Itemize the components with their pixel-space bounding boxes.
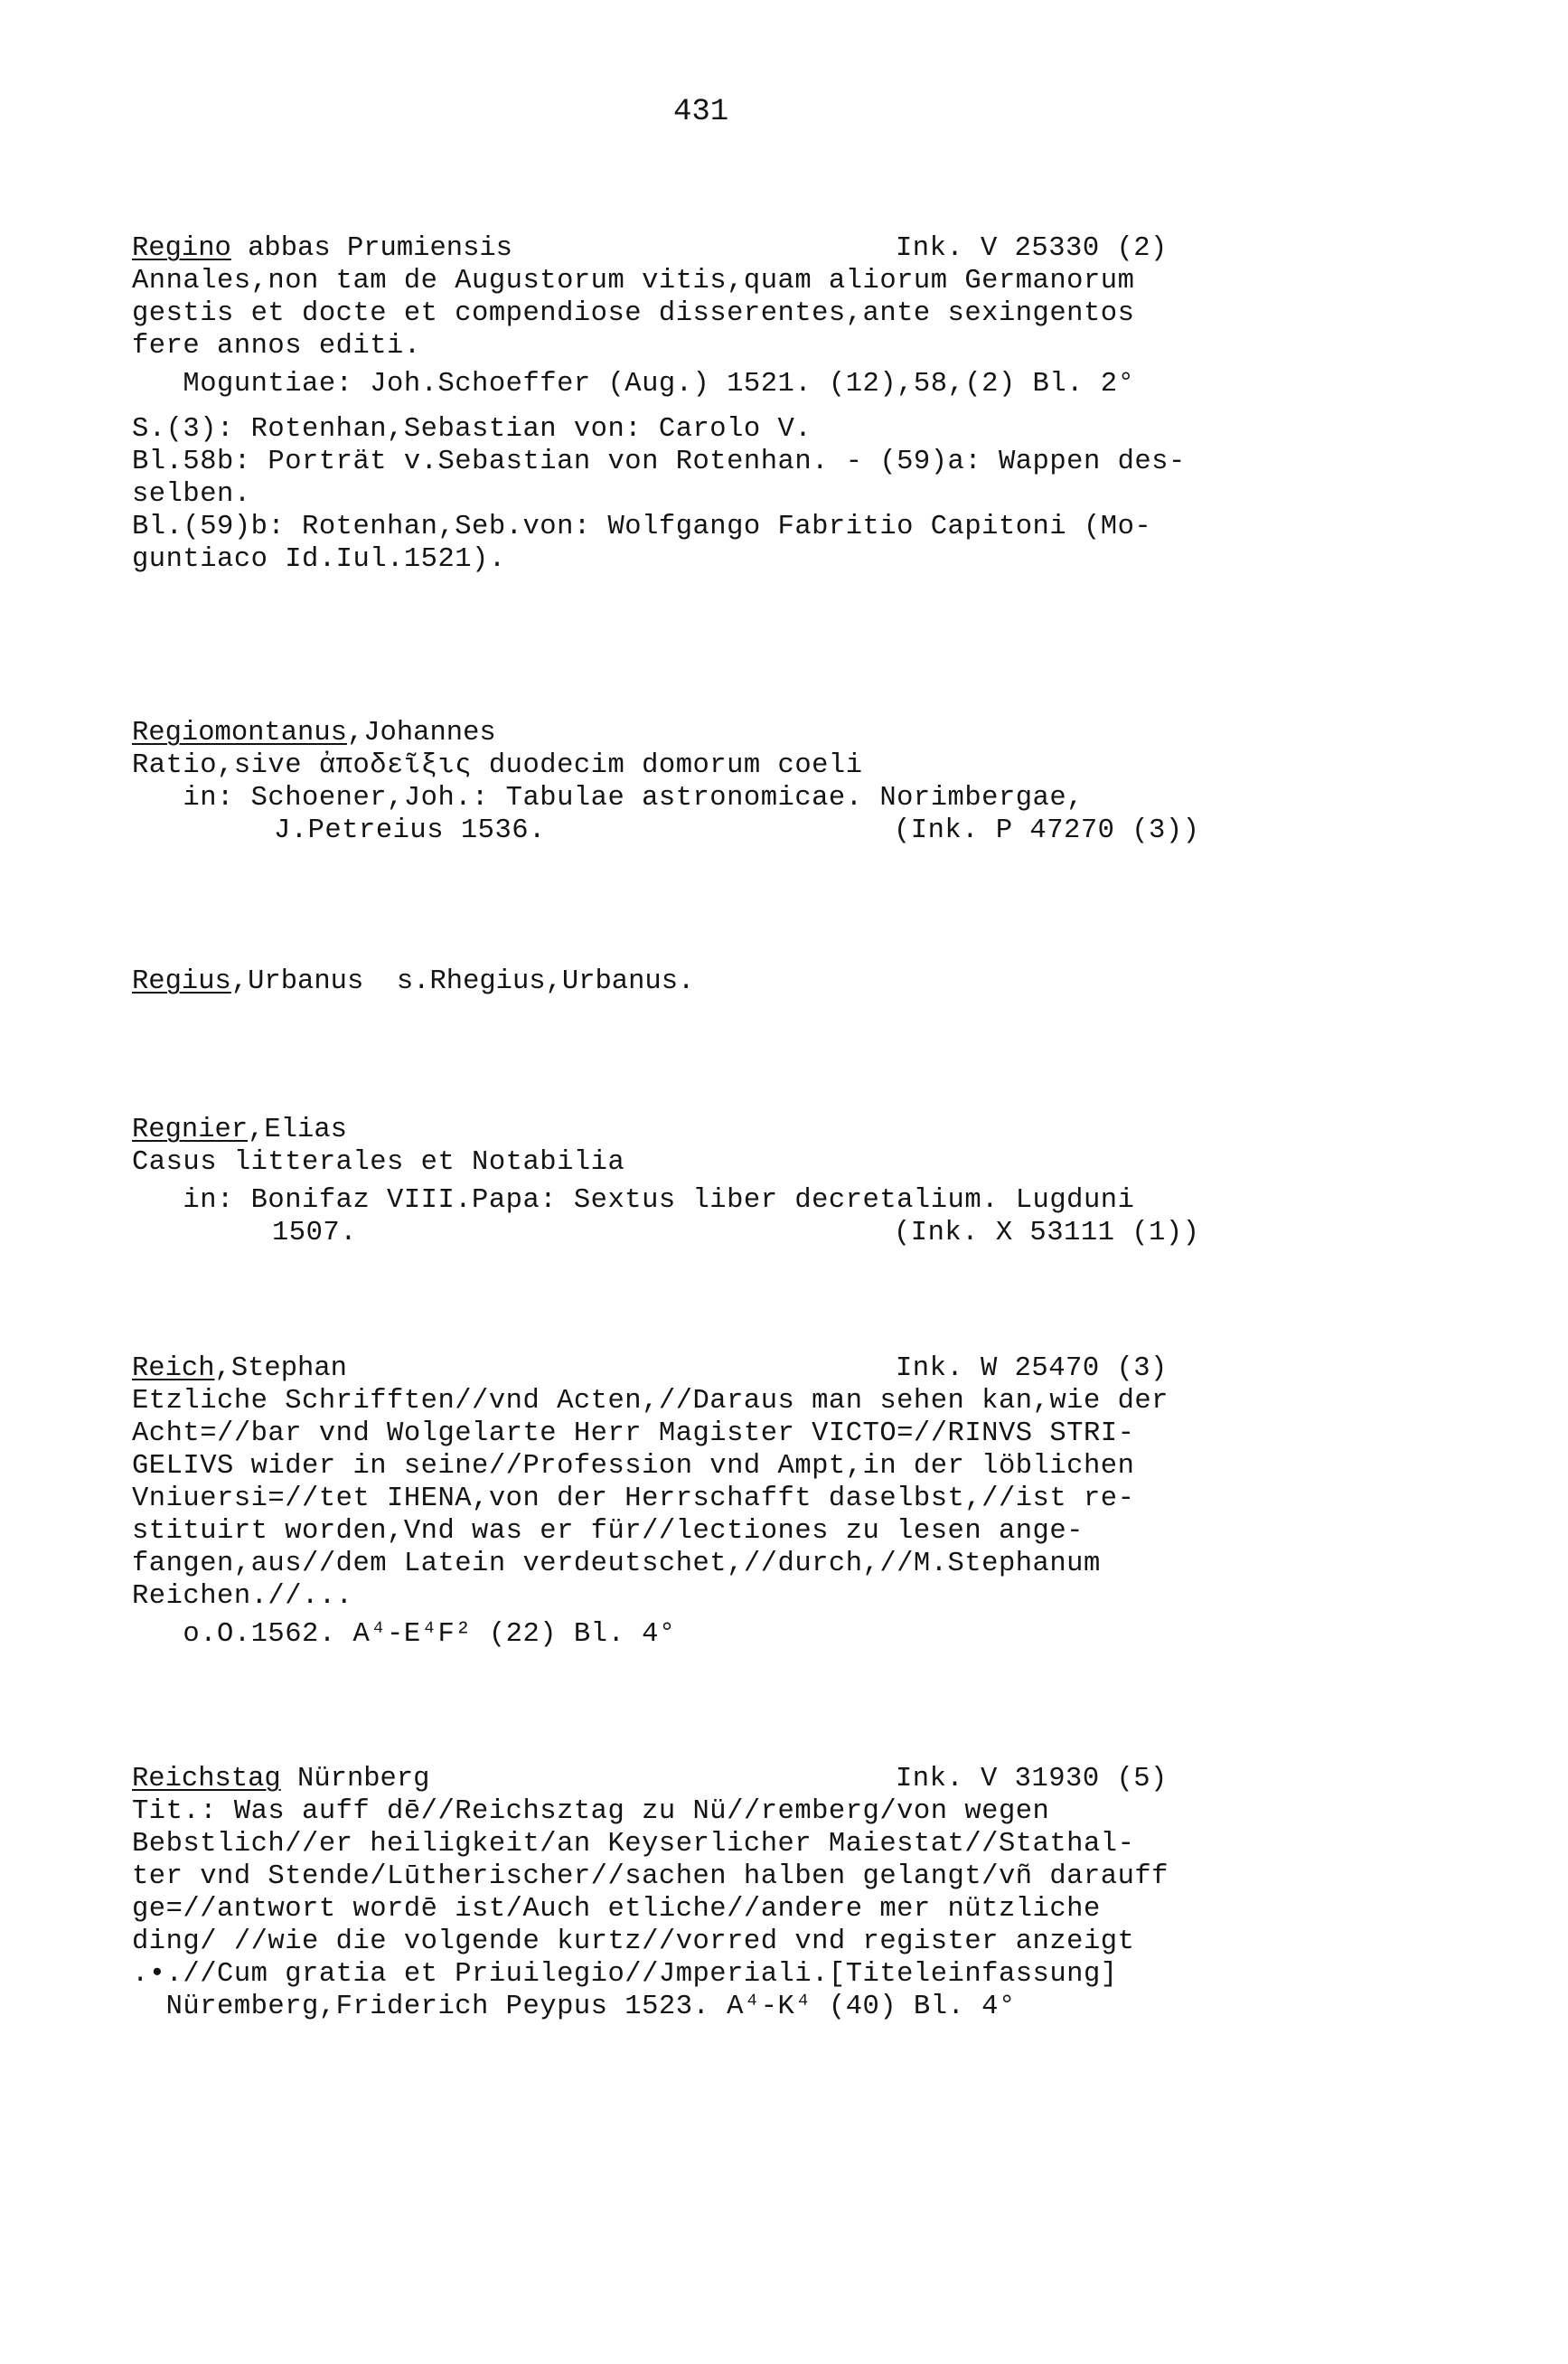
entry-line: stituirt worden,Vnd was er für//lectiones zu lesen ange- bbox=[132, 1516, 1084, 1547]
entry-line: Annales,non tam de Augustorum vitis,quam aliorum Germanorum bbox=[132, 266, 1135, 297]
page-number: 431 bbox=[673, 95, 729, 129]
entry-line: ter vnd Stende/Lūtherischer//sachen halben gelangt/vñ darauff bbox=[132, 1861, 1169, 1892]
entry-heading-rest: ,Johannes bbox=[346, 718, 496, 749]
entry-last-line bbox=[132, 1217, 1307, 1249]
entry-line: Bl.(59)b: Rotenhan,Seb.von: Wolfgango Fabritio Capitoni (Mo- bbox=[132, 512, 1152, 542]
entry-line: GELIVS wider in seine//Profession vnd Ampt,in der löblichen bbox=[132, 1451, 1135, 1482]
entry-line: S.(3): Rotenhan,Sebastian von: Carolo V. bbox=[132, 414, 812, 445]
entry-heading-rest: ,Stephan bbox=[214, 1353, 347, 1384]
entry-line: Ratio,sive ἀποδεῖξις duodecim domorum coeli bbox=[132, 750, 863, 781]
entry-line: fere annos editi. bbox=[132, 331, 421, 362]
entry-line: fangen,aus//dem Latein verdeutschet,//durch,//M.Stephanum bbox=[132, 1549, 1101, 1579]
entry-heading bbox=[132, 232, 512, 265]
entry-heading-name: Regiomontanus bbox=[132, 718, 347, 749]
shelfmark: Ink. V 31930 (5) bbox=[896, 1764, 1168, 1794]
entry-heading-name: Reichstag bbox=[132, 1764, 281, 1794]
entry-line: Moguntiae: Joh.Schoeffer (Aug.) 1521. (12),58,(2) Bl. 2° bbox=[132, 369, 1135, 400]
entry-heading-rest: ,Urbanus s.Rhegius,Urbanus. bbox=[230, 966, 695, 997]
entry-line: .•.//Cum gratia et Priuilegio//Jmperiali.[Titeleinfassung] bbox=[132, 1959, 1118, 1990]
shelfmark: (Ink. P 47270 (3)) bbox=[894, 815, 1200, 846]
entry-line: in: Bonifaz VIII.Papa: Sextus liber decretalium. Lugduni bbox=[132, 1185, 1135, 1216]
entry-line: ge=//antwort wordē ist/Auch etliche//andere mer nützliche bbox=[132, 1894, 1101, 1925]
entry-heading-rest: Nürnberg bbox=[280, 1764, 430, 1794]
shelfmark: Ink. W 25470 (3) bbox=[896, 1353, 1168, 1384]
entry-heading-row bbox=[132, 965, 1307, 998]
catalog-entry-regiomontanus bbox=[132, 717, 1307, 847]
entry-heading bbox=[132, 717, 496, 749]
entry-line: Bebstlich//er heiligkeit/an Keyserlicher Maiestat//Stathal- bbox=[132, 1829, 1135, 1860]
entry-heading-row bbox=[132, 232, 1307, 265]
shelfmark: (Ink. X 53111 (1)) bbox=[894, 1218, 1200, 1248]
entry-heading-row bbox=[132, 717, 1307, 749]
entry-line: Nüremberg,Friderich Peypus 1523. A⁴-K⁴ (40) Bl. 4° bbox=[132, 1992, 1016, 2022]
imprint: 1507. bbox=[272, 1218, 358, 1248]
entry-line: Reichen.//... bbox=[132, 1581, 353, 1612]
catalog-entry-reich bbox=[132, 1352, 1307, 1651]
entry-line: ding/ //wie die volgende kurtz//vorred vnd register anzeigt bbox=[132, 1926, 1135, 1957]
entry-heading bbox=[132, 1763, 429, 1795]
entry-heading-row bbox=[132, 1352, 1307, 1385]
entry-heading-row bbox=[132, 1114, 1307, 1146]
entry-heading-rest: abbas Prumiensis bbox=[230, 233, 512, 264]
entry-line: selben. bbox=[132, 479, 251, 510]
catalog-entry-regnier bbox=[132, 1114, 1307, 1249]
catalog-entry-regino bbox=[132, 232, 1307, 576]
entry-line: o.O.1562. A⁴-E⁴F² (22) Bl. 4° bbox=[132, 1619, 676, 1650]
entry-line: Vniuersi=//tet IHENA,von der Herrschafft daselbst,//ist re- bbox=[132, 1483, 1135, 1514]
imprint: J.Petreius 1536. bbox=[274, 815, 546, 846]
entry-heading-name: Regius bbox=[132, 966, 231, 997]
entry-line: Casus litterales et Notabilia bbox=[132, 1147, 625, 1178]
catalog-entry-regius bbox=[132, 965, 1307, 998]
entry-heading bbox=[132, 965, 694, 998]
entry-heading bbox=[132, 1352, 347, 1385]
entry-line: guntiaco Id.Iul.1521). bbox=[132, 544, 506, 575]
entry-last-line bbox=[132, 815, 1307, 847]
entry-heading bbox=[132, 1114, 347, 1146]
entry-line: in: Schoener,Joh.: Tabulae astronomicae. Norimbergae, bbox=[132, 783, 1084, 814]
entry-heading-row bbox=[132, 1763, 1307, 1795]
entry-heading-name: Reich bbox=[132, 1353, 215, 1384]
entry-line: Acht=//bar vnd Wolgelarte Herr Magister VICTO=//RINVS STRI- bbox=[132, 1418, 1135, 1449]
entry-line: Bl.58b: Porträt v.Sebastian von Rotenhan. - (59)a: Wappen des- bbox=[132, 447, 1186, 477]
catalog-entry-reichstag bbox=[132, 1763, 1307, 2023]
entry-heading-name: Regnier bbox=[132, 1115, 249, 1145]
shelfmark: Ink. V 25330 (2) bbox=[896, 233, 1168, 264]
entry-line: gestis et docte et compendiose disserentes,ante sexingentos bbox=[132, 298, 1135, 329]
entry-heading-rest: ,Elias bbox=[248, 1115, 347, 1145]
entry-line: Tit.: Was auff dē//Reichsztag zu Nü//remberg/von wegen bbox=[132, 1796, 1050, 1827]
entry-heading-name: Regino bbox=[132, 233, 231, 264]
entry-line: Etzliche Schrifften//vnd Acten,//Daraus man sehen kan,wie der bbox=[132, 1386, 1169, 1417]
